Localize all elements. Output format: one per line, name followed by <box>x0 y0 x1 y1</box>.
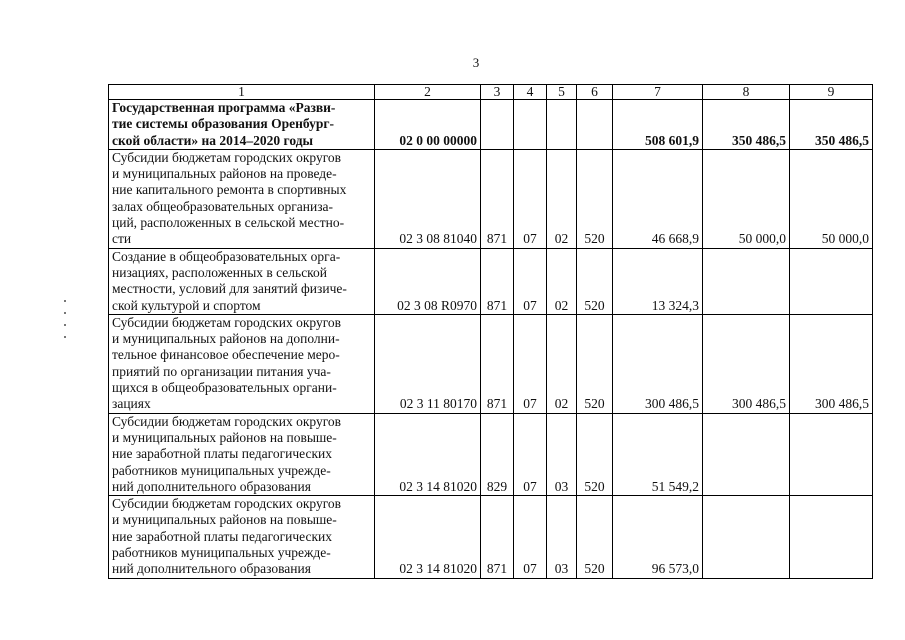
table-row <box>109 496 873 578</box>
program-name-line: Субсидии бюджетам городских округов <box>112 314 342 330</box>
program-name-line: сти <box>112 231 132 247</box>
amount-col9-cell: 50 000,0 <box>790 149 873 248</box>
program-name-line: и муниципальных районов на повыше- <box>112 512 337 528</box>
program-name-line: приятий по организации питания уча- <box>112 363 331 379</box>
amount-col8-cell: 300 486,5 <box>703 314 790 413</box>
program-name-line: работников муниципальных учрежде- <box>112 462 331 478</box>
program-name-line: и муниципальных районов на повыше- <box>112 429 337 445</box>
target-code-cell: 02 3 08 R0970 <box>375 248 481 314</box>
column-header-1: 1 <box>109 85 375 100</box>
target-code-cell: 02 3 14 81020 <box>375 496 481 578</box>
target-code-cell: 02 3 11 80170 <box>375 314 481 413</box>
table-row <box>109 248 873 314</box>
program-name-cell <box>109 314 375 413</box>
scan-marks <box>64 300 78 360</box>
amount-col7-cell: 51 549,2 <box>613 413 703 495</box>
program-name-line: зациях <box>112 396 151 412</box>
program-name-line: Субсидии бюджетам городских округов <box>112 149 342 165</box>
section-code-cell <box>514 100 547 150</box>
subsection-code-cell: 02 <box>547 314 577 413</box>
program-name-cell <box>109 413 375 495</box>
column-header-2: 2 <box>375 85 481 100</box>
program-name-cell <box>109 100 375 150</box>
ministry-code-cell: 829 <box>481 413 514 495</box>
column-header-7: 7 <box>613 85 703 100</box>
amount-col7-cell: 46 668,9 <box>613 149 703 248</box>
program-name-cell <box>109 149 375 248</box>
column-header-8: 8 <box>703 85 790 100</box>
target-code-cell: 02 3 08 81040 <box>375 149 481 248</box>
amount-col8-cell <box>703 413 790 495</box>
column-header-5: 5 <box>547 85 577 100</box>
program-name-line: тельное финансовое обеспечение меро- <box>112 347 340 363</box>
expense-type-cell: 520 <box>577 413 613 495</box>
program-name-line: ние заработной платы педагогических <box>112 528 333 544</box>
program-name-line: ние капитального ремонта в спортивных <box>112 182 347 198</box>
expense-type-cell: 520 <box>577 248 613 314</box>
program-name-cell <box>109 496 375 578</box>
program-name-line: Субсидии бюджетам городских округов <box>112 496 342 512</box>
subsection-code-cell: 02 <box>547 149 577 248</box>
ministry-code-cell: 871 <box>481 248 514 314</box>
program-name-line: залах общеобразовательных организа- <box>112 198 334 214</box>
program-name-line: ний дополнительного образования <box>112 478 311 494</box>
amount-col9-cell <box>790 248 873 314</box>
amount-col8-cell <box>703 496 790 578</box>
column-header-6: 6 <box>577 85 613 100</box>
table-row <box>109 413 873 495</box>
program-name-line: ние заработной платы педагогических <box>112 446 333 462</box>
subsection-code-cell: 03 <box>547 413 577 495</box>
expense-type-cell <box>577 100 613 150</box>
amount-col9-cell: 300 486,5 <box>790 314 873 413</box>
amount-col8-cell: 50 000,0 <box>703 149 790 248</box>
amount-col9-cell: 350 486,5 <box>790 100 873 150</box>
program-name-line: Создание в общеобразовательных орга- <box>112 248 341 264</box>
section-code-cell: 07 <box>514 496 547 578</box>
program-name-line: работников муниципальных учрежде- <box>112 545 331 561</box>
program-name-line: и муниципальных районов на дополни- <box>112 331 340 347</box>
target-code-cell: 02 3 14 81020 <box>375 413 481 495</box>
section-code-cell: 07 <box>514 314 547 413</box>
program-name-line: тие системы образования Оренбург- <box>112 116 334 132</box>
ministry-code-cell: 871 <box>481 496 514 578</box>
ministry-code-cell: 871 <box>481 314 514 413</box>
program-name-line: местности, условий для занятий физиче- <box>112 281 347 297</box>
program-name-cell <box>109 248 375 314</box>
table-row <box>109 314 873 413</box>
table-row <box>109 100 873 150</box>
program-name-line: низациях, расположенных в сельской <box>112 264 328 280</box>
program-name-line: ской области» на 2014–2020 годы <box>112 132 314 148</box>
table-row <box>109 149 873 248</box>
section-code-cell: 07 <box>514 149 547 248</box>
section-code-cell: 07 <box>514 248 547 314</box>
subsection-code-cell: 03 <box>547 496 577 578</box>
budget-table <box>108 84 873 579</box>
section-code-cell: 07 <box>514 413 547 495</box>
header-row <box>109 85 873 100</box>
expense-type-cell: 520 <box>577 496 613 578</box>
ministry-code-cell: 871 <box>481 149 514 248</box>
program-name-line: и муниципальных районов на проведе- <box>112 166 337 182</box>
program-name-line: ций, расположенных в сельской местно- <box>112 215 345 231</box>
program-name-line: ской культурой и спортом <box>112 297 261 313</box>
amount-col7-cell: 13 324,3 <box>613 248 703 314</box>
expense-type-cell: 520 <box>577 149 613 248</box>
subsection-code-cell <box>547 100 577 150</box>
page-number: 3 <box>472 55 480 70</box>
expense-type-cell: 520 <box>577 314 613 413</box>
program-name-line: ний дополнительного образования <box>112 561 311 577</box>
column-header-9: 9 <box>790 85 873 100</box>
column-header-3: 3 <box>481 85 514 100</box>
column-header-4: 4 <box>514 85 547 100</box>
program-name-line: Субсидии бюджетам городских округов <box>112 413 342 429</box>
subsection-code-cell: 02 <box>547 248 577 314</box>
amount-col9-cell <box>790 496 873 578</box>
target-code-cell: 02 0 00 00000 <box>375 100 481 150</box>
amount-col8-cell: 350 486,5 <box>703 100 790 150</box>
amount-col7-cell: 96 573,0 <box>613 496 703 578</box>
program-name-line: Государственная программа «Разви- <box>112 100 336 115</box>
program-name-line: щихся в общеобразовательных органи- <box>112 380 337 396</box>
amount-col7-cell: 508 601,9 <box>613 100 703 150</box>
amount-col7-cell: 300 486,5 <box>613 314 703 413</box>
table-body <box>109 100 873 579</box>
amount-col8-cell <box>703 248 790 314</box>
ministry-code-cell <box>481 100 514 150</box>
amount-col9-cell <box>790 413 873 495</box>
